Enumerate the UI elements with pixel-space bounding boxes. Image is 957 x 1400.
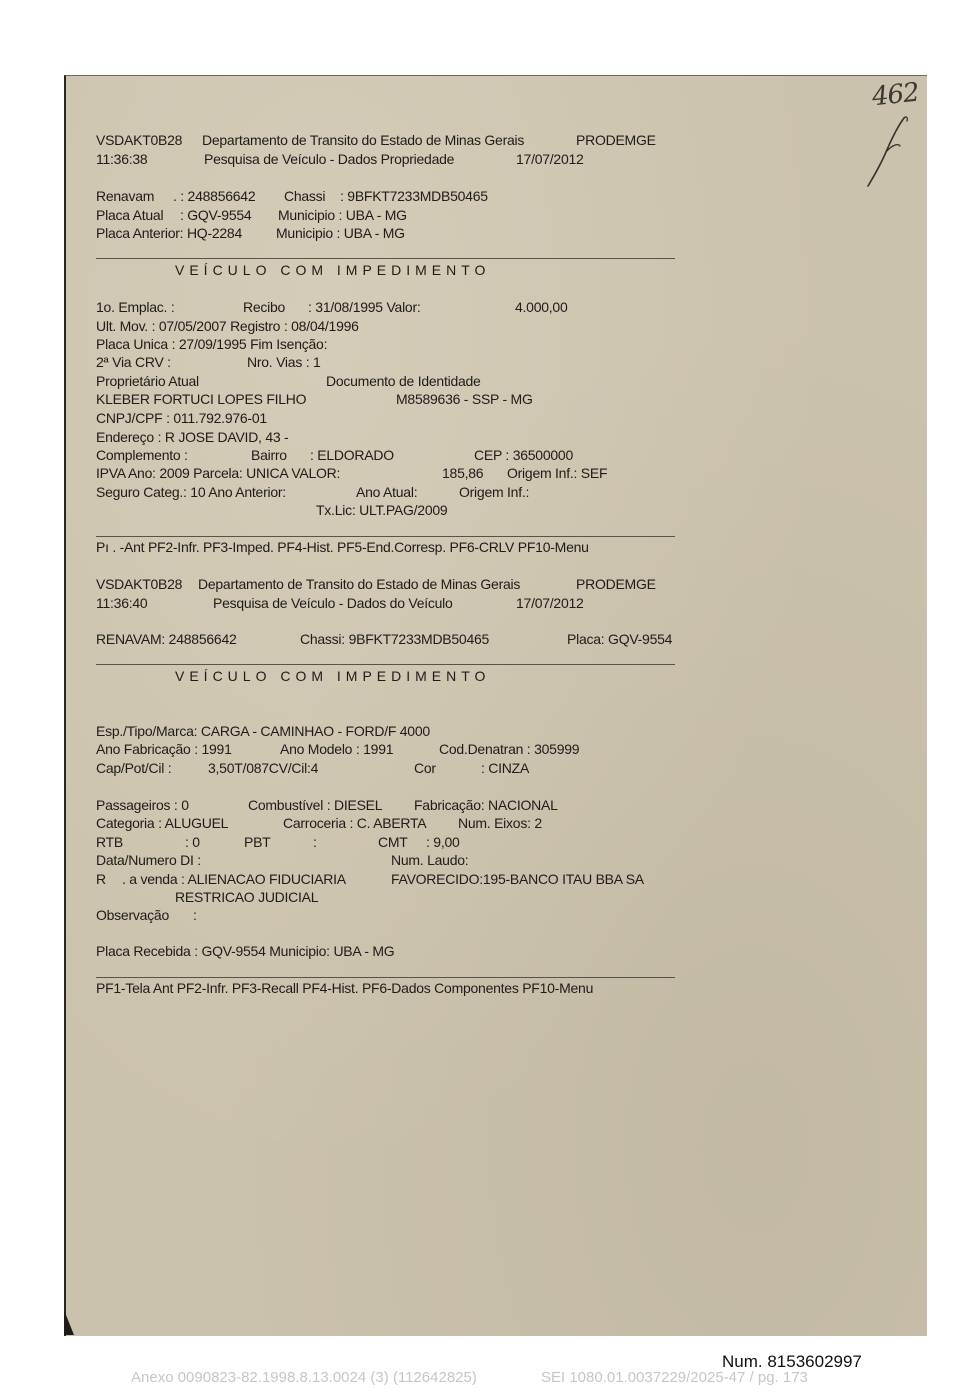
categoria: Categoria : ALUGUEL (96, 815, 229, 831)
especie-tipo-marca: Esp./Tipo/Marca: CARGA - CAMINHAO - FORD/F 4000 (96, 723, 430, 739)
seguro-ano-atual: Ano Atual: (356, 484, 418, 500)
ipva-info: IPVA Ano: 2009 Parcela: UNICA VALOR: (96, 465, 341, 481)
taxa-licenciamento: Tx.Lic: ULT.PAG/2009 (316, 502, 448, 518)
function-keys-bar: Pı . -Ant PF2-Infr. PF3-Imped. PF4-Hist. PF5-End.Corresp. PF6-CRLV PF10-Menu (96, 539, 589, 555)
combustivel: Combustível : DIESEL (248, 797, 383, 813)
chassi: Chassi: 9BFKT7233MDB50465 (300, 631, 490, 647)
renavam-value: . : 248856642 (173, 188, 256, 204)
program-code: VSDAKT0B28 (96, 576, 183, 592)
recibo-value: : 31/08/1995 Valor: (308, 299, 421, 315)
annex-reference: Anexo 0090823-82.1998.8.13.0024 (3) (112642825) (131, 1369, 477, 1386)
handwritten-folio-number: 462 (870, 77, 921, 113)
agency-name: Departamento de Transito do Estado de Minas Gerais (202, 132, 525, 148)
observacao-value: : (193, 907, 197, 923)
endereco: Endereço : R JOSE DAVID, 43 - (96, 429, 289, 445)
observacao-label: Observação (96, 907, 169, 923)
program-code: VSDAKT0B28 (96, 132, 183, 148)
cap-pot-cil-value: 3,50T/087CV/Cil:4 (208, 760, 319, 776)
documento-header: Documento de Identidade (326, 373, 481, 389)
document-number: Num. 8153602997 (722, 1352, 862, 1371)
municipio-anterior: Municipio : UBA - MG (276, 225, 405, 241)
ipva-origem: Origem Inf.: SEF (507, 465, 608, 481)
screen-title: Pesquisa de Veículo - Dados Propriedade (204, 151, 455, 167)
ano-modelo: Ano Modelo : 1991 (280, 741, 394, 757)
recibo-label: Recibo (243, 299, 286, 315)
renavam-label: Renavam (96, 188, 155, 204)
placa-atual-label: Placa Atual (96, 207, 164, 223)
cor-value: : CINZA (481, 760, 530, 776)
bairro-label: Bairro (251, 447, 287, 463)
placa-recebida: Placa Recebida : GQV-9554 Municipio: UBA - MG (96, 943, 395, 959)
placa-unica: Placa Unica : 27/09/1995 Fim Isenção: (96, 336, 328, 352)
cnpj-cpf: CNPJ/CPF : 011.792.976-01 (96, 410, 267, 426)
scan-edge-corner (64, 1310, 74, 1335)
query-time: 11:36:40 (96, 595, 148, 611)
query-date: 17/07/2012 (516, 595, 584, 611)
placa-anterior: Placa Anterior: HQ-2284 (96, 225, 242, 241)
divider (96, 258, 675, 259)
seguro-info: Seguro Categ.: 10 Ano Anterior: (96, 484, 286, 500)
numero-eixos: Num. Eixos: 2 (458, 815, 542, 831)
function-keys-bar: PF1-Tela Ant PF2-Infr. PF3-Recall PF4-Hist. PF6-Dados Componentes PF10-Menu (96, 980, 594, 996)
query-time: 11:36:38 (96, 151, 148, 167)
restricao-judicial: RESTRICAO JUDICIAL (175, 889, 319, 905)
data-numero-di: Data/Numero DI : (96, 852, 201, 868)
municipio-atual: Municipio : UBA - MG (278, 207, 407, 223)
ano-fabricacao: Ano Fabricação : 1991 (96, 741, 232, 757)
chassi-label: Chassi (284, 188, 326, 204)
cmt-value: : 9,00 (426, 834, 460, 850)
system-name: PRODEMGE (576, 576, 656, 592)
seguro-origem: Origem Inf.: (459, 484, 530, 500)
chassi-value: : 9BFKT7233MDB50465 (340, 188, 488, 204)
ultima-movimentacao: Ult. Mov. : 07/05/2007 Registro : 08/04/1996 (96, 318, 359, 334)
primeiro-emplacamento-label: 1o. Emplac. : (96, 299, 175, 315)
fabricacao: Fabricação: NACIONAL (414, 797, 558, 813)
cap-pot-cil-label: Cap/Pot/Cil : (96, 760, 172, 776)
cmt-label: CMT (378, 834, 408, 850)
rtb-value: : 0 (185, 834, 200, 850)
pbt-label: PBT (244, 834, 271, 850)
status-banner: VEÍCULO COM IMPEDIMENTO (175, 262, 491, 278)
divider (96, 664, 675, 665)
cep: CEP : 36500000 (474, 447, 573, 463)
system-name: PRODEMGE (576, 132, 656, 148)
codigo-denatran: Cod.Denatran : 305999 (439, 741, 580, 757)
segunda-via-crv: 2ª Via CRV : (96, 354, 171, 370)
placa-atual-value: : GQV-9554 (180, 207, 252, 223)
documento-identidade: M8589636 - SSP - MG (396, 391, 533, 407)
proprietario-header: Proprietário Atual (96, 373, 199, 389)
placa: Placa: GQV-9554 (567, 631, 673, 647)
numero-laudo: Num. Laudo: (391, 852, 469, 868)
screen-title: Pesquisa de Veículo - Dados do Veículo (213, 595, 453, 611)
proprietario-nome: KLEBER FORTUCI LOPES FILHO (96, 391, 307, 407)
divider (96, 977, 675, 978)
restricao-label: R (96, 871, 106, 887)
query-date: 17/07/2012 (516, 151, 584, 167)
restricao-venda: . a venda : ALIENACAO FIDUCIARIA (122, 871, 346, 887)
sei-reference: SEI 1080.01.0037229/2025-47 / pg. 173 (541, 1369, 808, 1386)
carroceria: Carroceria : C. ABERTA (283, 815, 427, 831)
bairro-value: : ELDORADO (310, 447, 394, 463)
numero-vias: Nro. Vias : 1 (247, 354, 321, 370)
rtb-label: RTB (96, 834, 123, 850)
ipva-valor: 185,86 (442, 465, 484, 481)
cor-label: Cor (414, 760, 436, 776)
agency-name: Departamento de Transito do Estado de Minas Gerais (198, 576, 521, 592)
status-banner: VEÍCULO COM IMPEDIMENTO (175, 668, 491, 684)
complemento-label: Complemento : (96, 447, 188, 463)
divider (96, 536, 675, 537)
handwritten-rubric (852, 112, 912, 192)
pbt-value: : (313, 834, 317, 850)
favorecido: FAVORECIDO:195-BANCO ITAU BBA SA (391, 871, 644, 887)
renavam: RENAVAM: 248856642 (96, 631, 237, 647)
passageiros: Passageiros : 0 (96, 797, 189, 813)
valor-value: 4.000,00 (515, 299, 568, 315)
